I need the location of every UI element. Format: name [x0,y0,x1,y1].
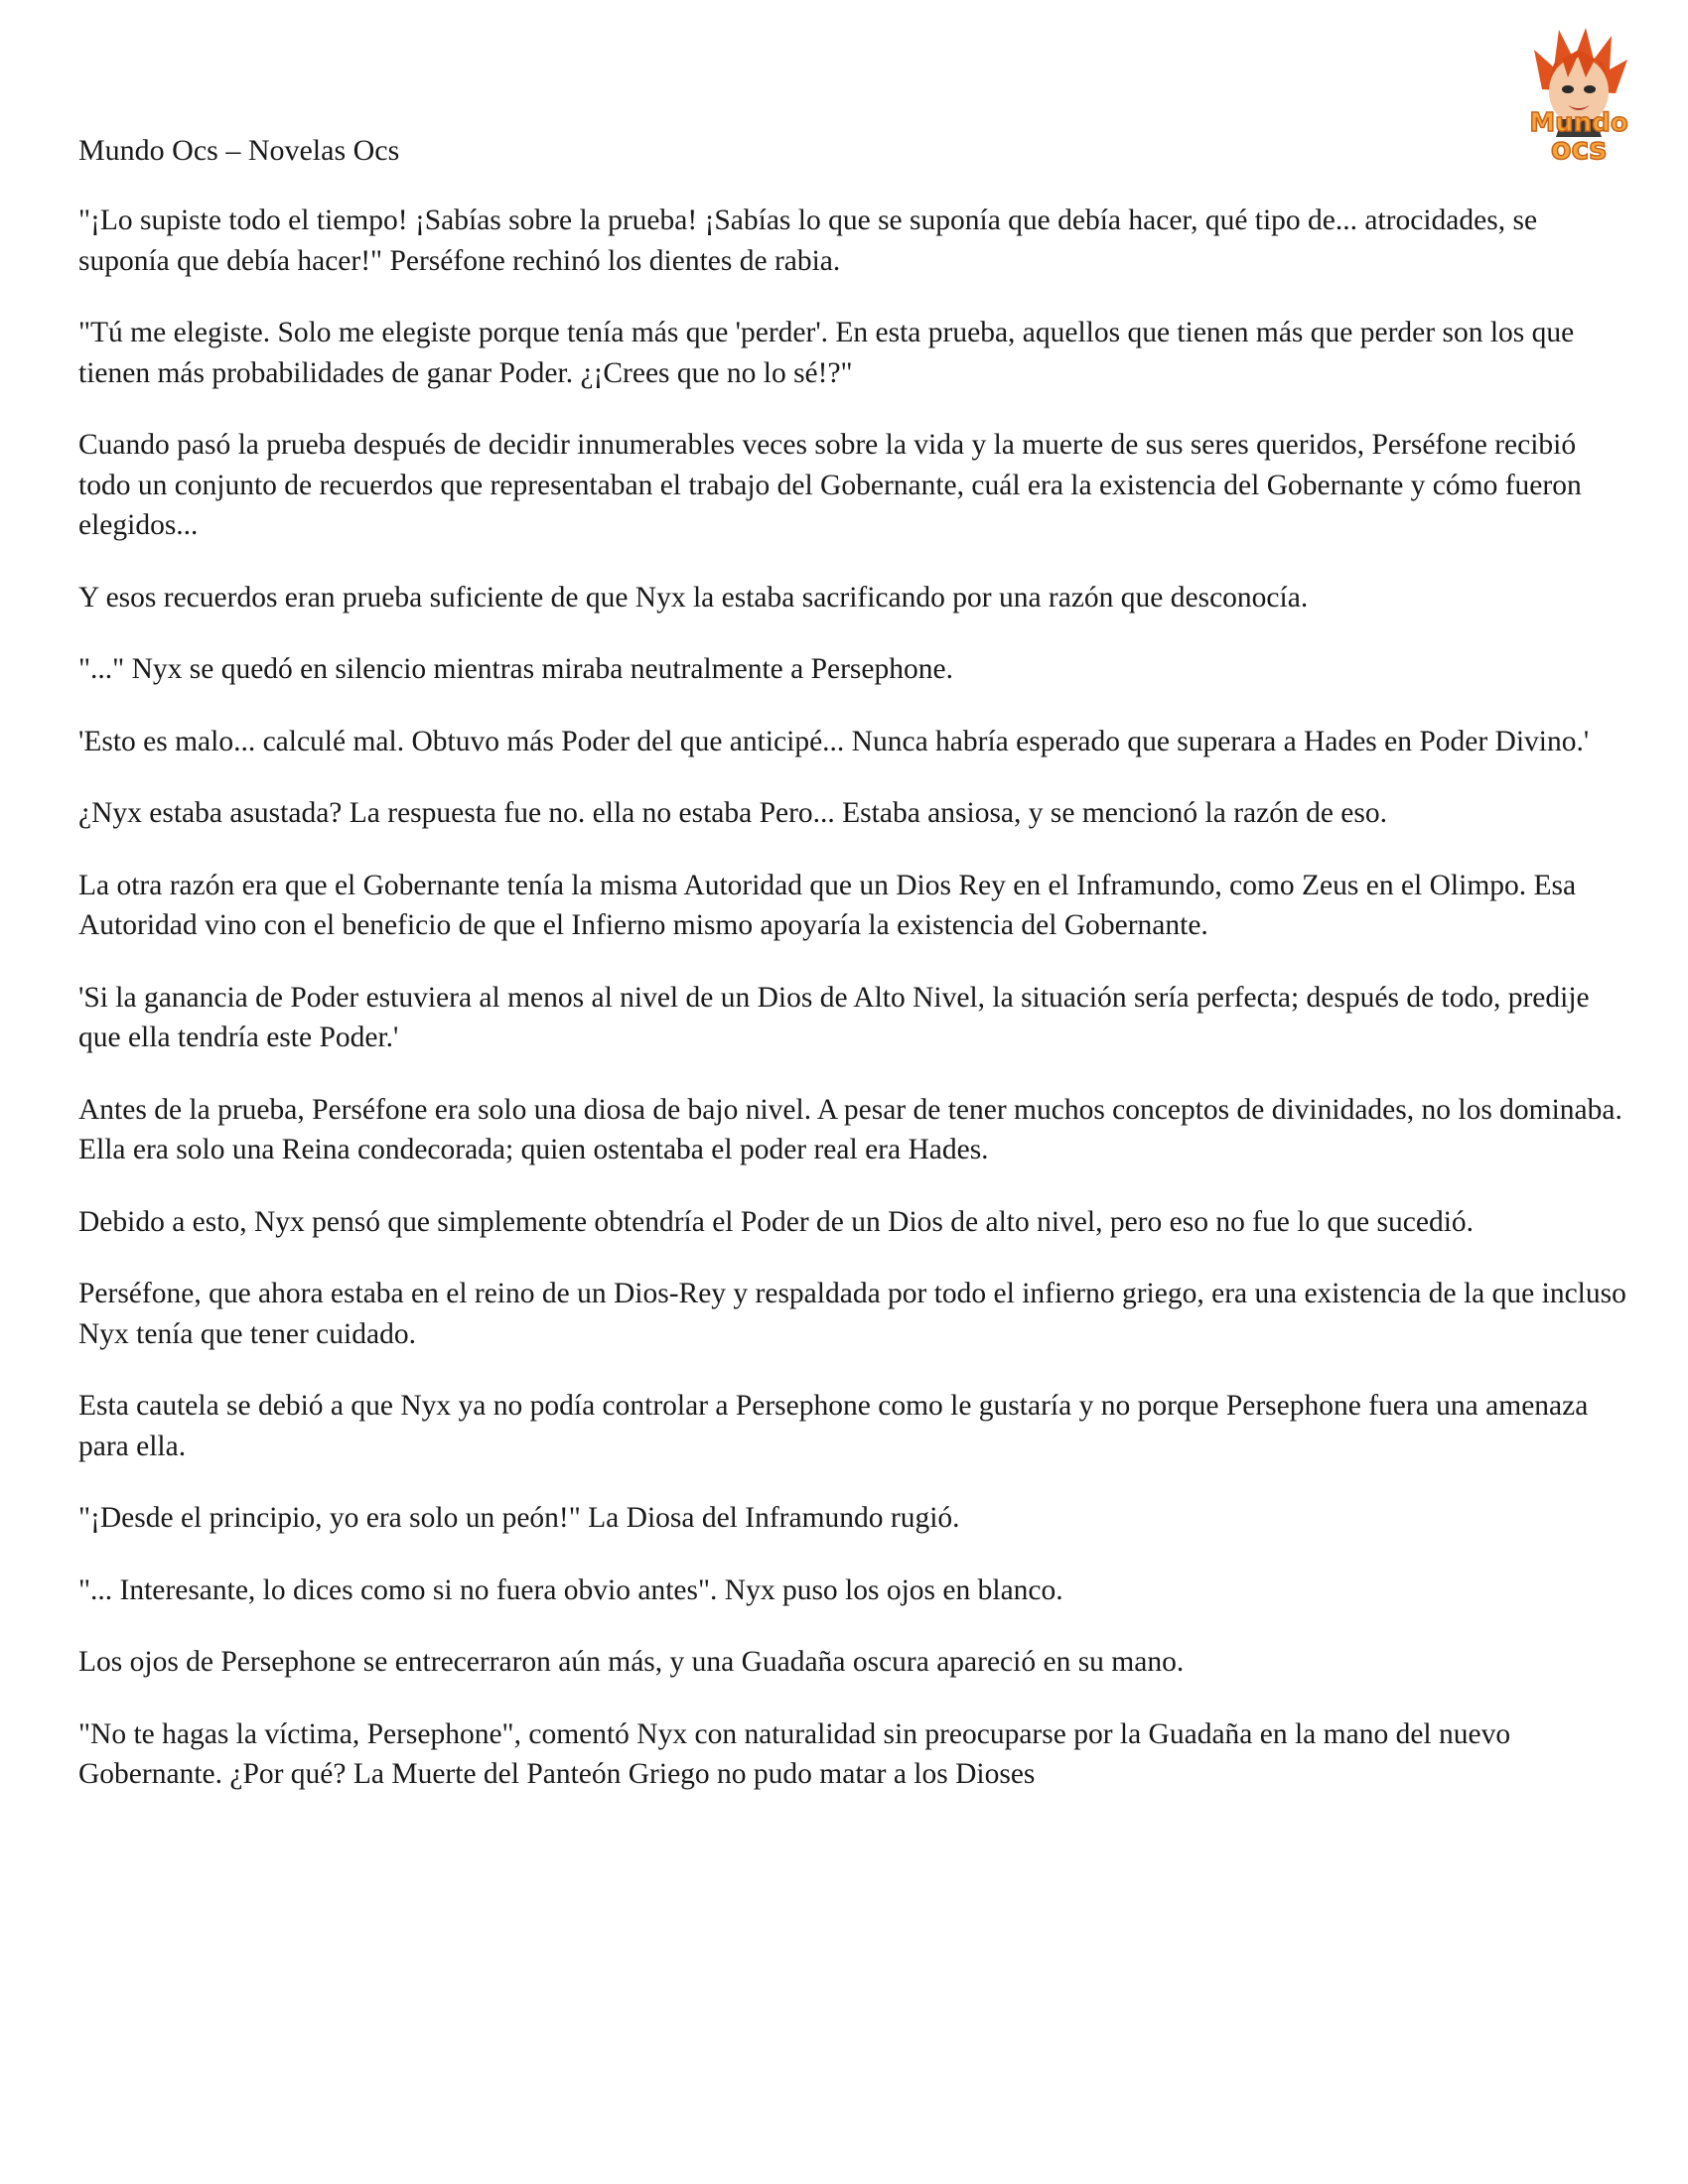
logo-text-line2: ocs [1550,132,1608,167]
paragraph: 'Esto es malo... calculé mal. Obtuvo más Poder del que anticipé... Nunca habría esperado que superara a Hades en Poder Divino.' [78,725,1590,757]
paragraph: ¿Nyx estaba asustada? La respuesta fue no. ella no estaba Pero... Estaba ansiosa, y se mencionó la razón de eso. [78,797,1388,829]
paragraph: "¡Desde el principio, yo era solo un peón!" La Diosa del Inframundo rugió. [78,1502,960,1534]
logo-graphic [1504,20,1653,169]
paragraph: Los ojos de Persephone se entrecerraron aún más, y una Guadaña oscura apareció en su mano. [78,1646,1185,1678]
document-body [78,201,1627,1827]
paragraph: "... Interesante, lo dices como si no fuera obvio antes". Nyx puso los ojos en blanco. [78,1573,1063,1606]
paragraph: La otra razón era que el Gobernante tenía la misma Autoridad que un Dios Rey en el Inframundo, como Zeus en el Olimpo. Esa Autoridad vino con el beneficio de que el Infierno mismo apoyaría la existencia del Gobernante. [78,869,1577,941]
paragraph: "..." Nyx se quedó en silencio mientras miraba neutralmente a Persephone. [78,653,953,685]
paragraph: "Tú me elegiste. Solo me elegiste porque tenía más que 'perder'. En esta prueba, aquellos que tienen más que perder son los que tienen más probabilidades de ganar Poder. ¿¡Crees que no lo sé!?" [78,317,1575,389]
paragraph: Antes de la prueba, Perséfone era solo una diosa de bajo nivel. A pesar de tener muchos conceptos de divinidades, no los dominaba. Ella era solo una Reina condecorada; quien ostentaba el poder real era Hades. [78,1093,1622,1165]
paragraph: 'Si la ganancia de Poder estuviera al menos al nivel de un Dios de Alto Nivel, la situación sería perfecta; después de todo, predije que ella tendría este Poder.' [78,981,1590,1053]
mundo-ocs-logo [1504,20,1653,169]
paragraph: Cuando pasó la prueba después de decidir innumerables veces sobre la vida y la muerte de sus seres queridos, Perséfone recibió todo un conjunto de recuerdos que representaban el trabajo del Gobernante, cuál era la existencia del Gobernante y cómo fueron elegidos... [78,429,1582,541]
logo-text-line1: Mundo [1529,108,1628,138]
paragraph: Esta cautela se debió a que Nyx ya no podía controlar a Persephone como le gustaría y no porque Persephone fuera una amenaza para ella. [78,1390,1589,1462]
paragraph: Perséfone, que ahora estaba en el reino de un Dios-Rey y respaldada por todo el infierno griego, era una existencia de la que incluso Nyx tenía que tener cuidado. [78,1278,1626,1350]
paragraph: Debido a esto, Nyx pensó que simplemente obtendría el Poder de un Dios de alto nivel, pero eso no fue lo que sucedió. [78,1205,1475,1238]
paragraph: "¡Lo supiste todo el tiempo! ¡Sabías sobre la prueba! ¡Sabías lo que se suponía que debía hacer, qué tipo de... atrocidades, se suponía que debía hacer!" Perséfone rechinó los dientes de rabia. [78,205,1538,277]
document-header: Mundo Ocs – Novelas Ocs [78,134,400,167]
paragraph: Y esos recuerdos eran prueba suficiente de que Nyx la estaba sacrificando por una razón que desconocía. [78,581,1309,614]
paragraph: "No te hagas la víctima, Persephone", comentó Nyx con naturalidad sin preocuparse por la Guadaña en la mano del nuevo Gobernante. ¿Por qué? La Muerte del Panteón Griego no pudo matar a los Dioses [78,1717,1511,1790]
